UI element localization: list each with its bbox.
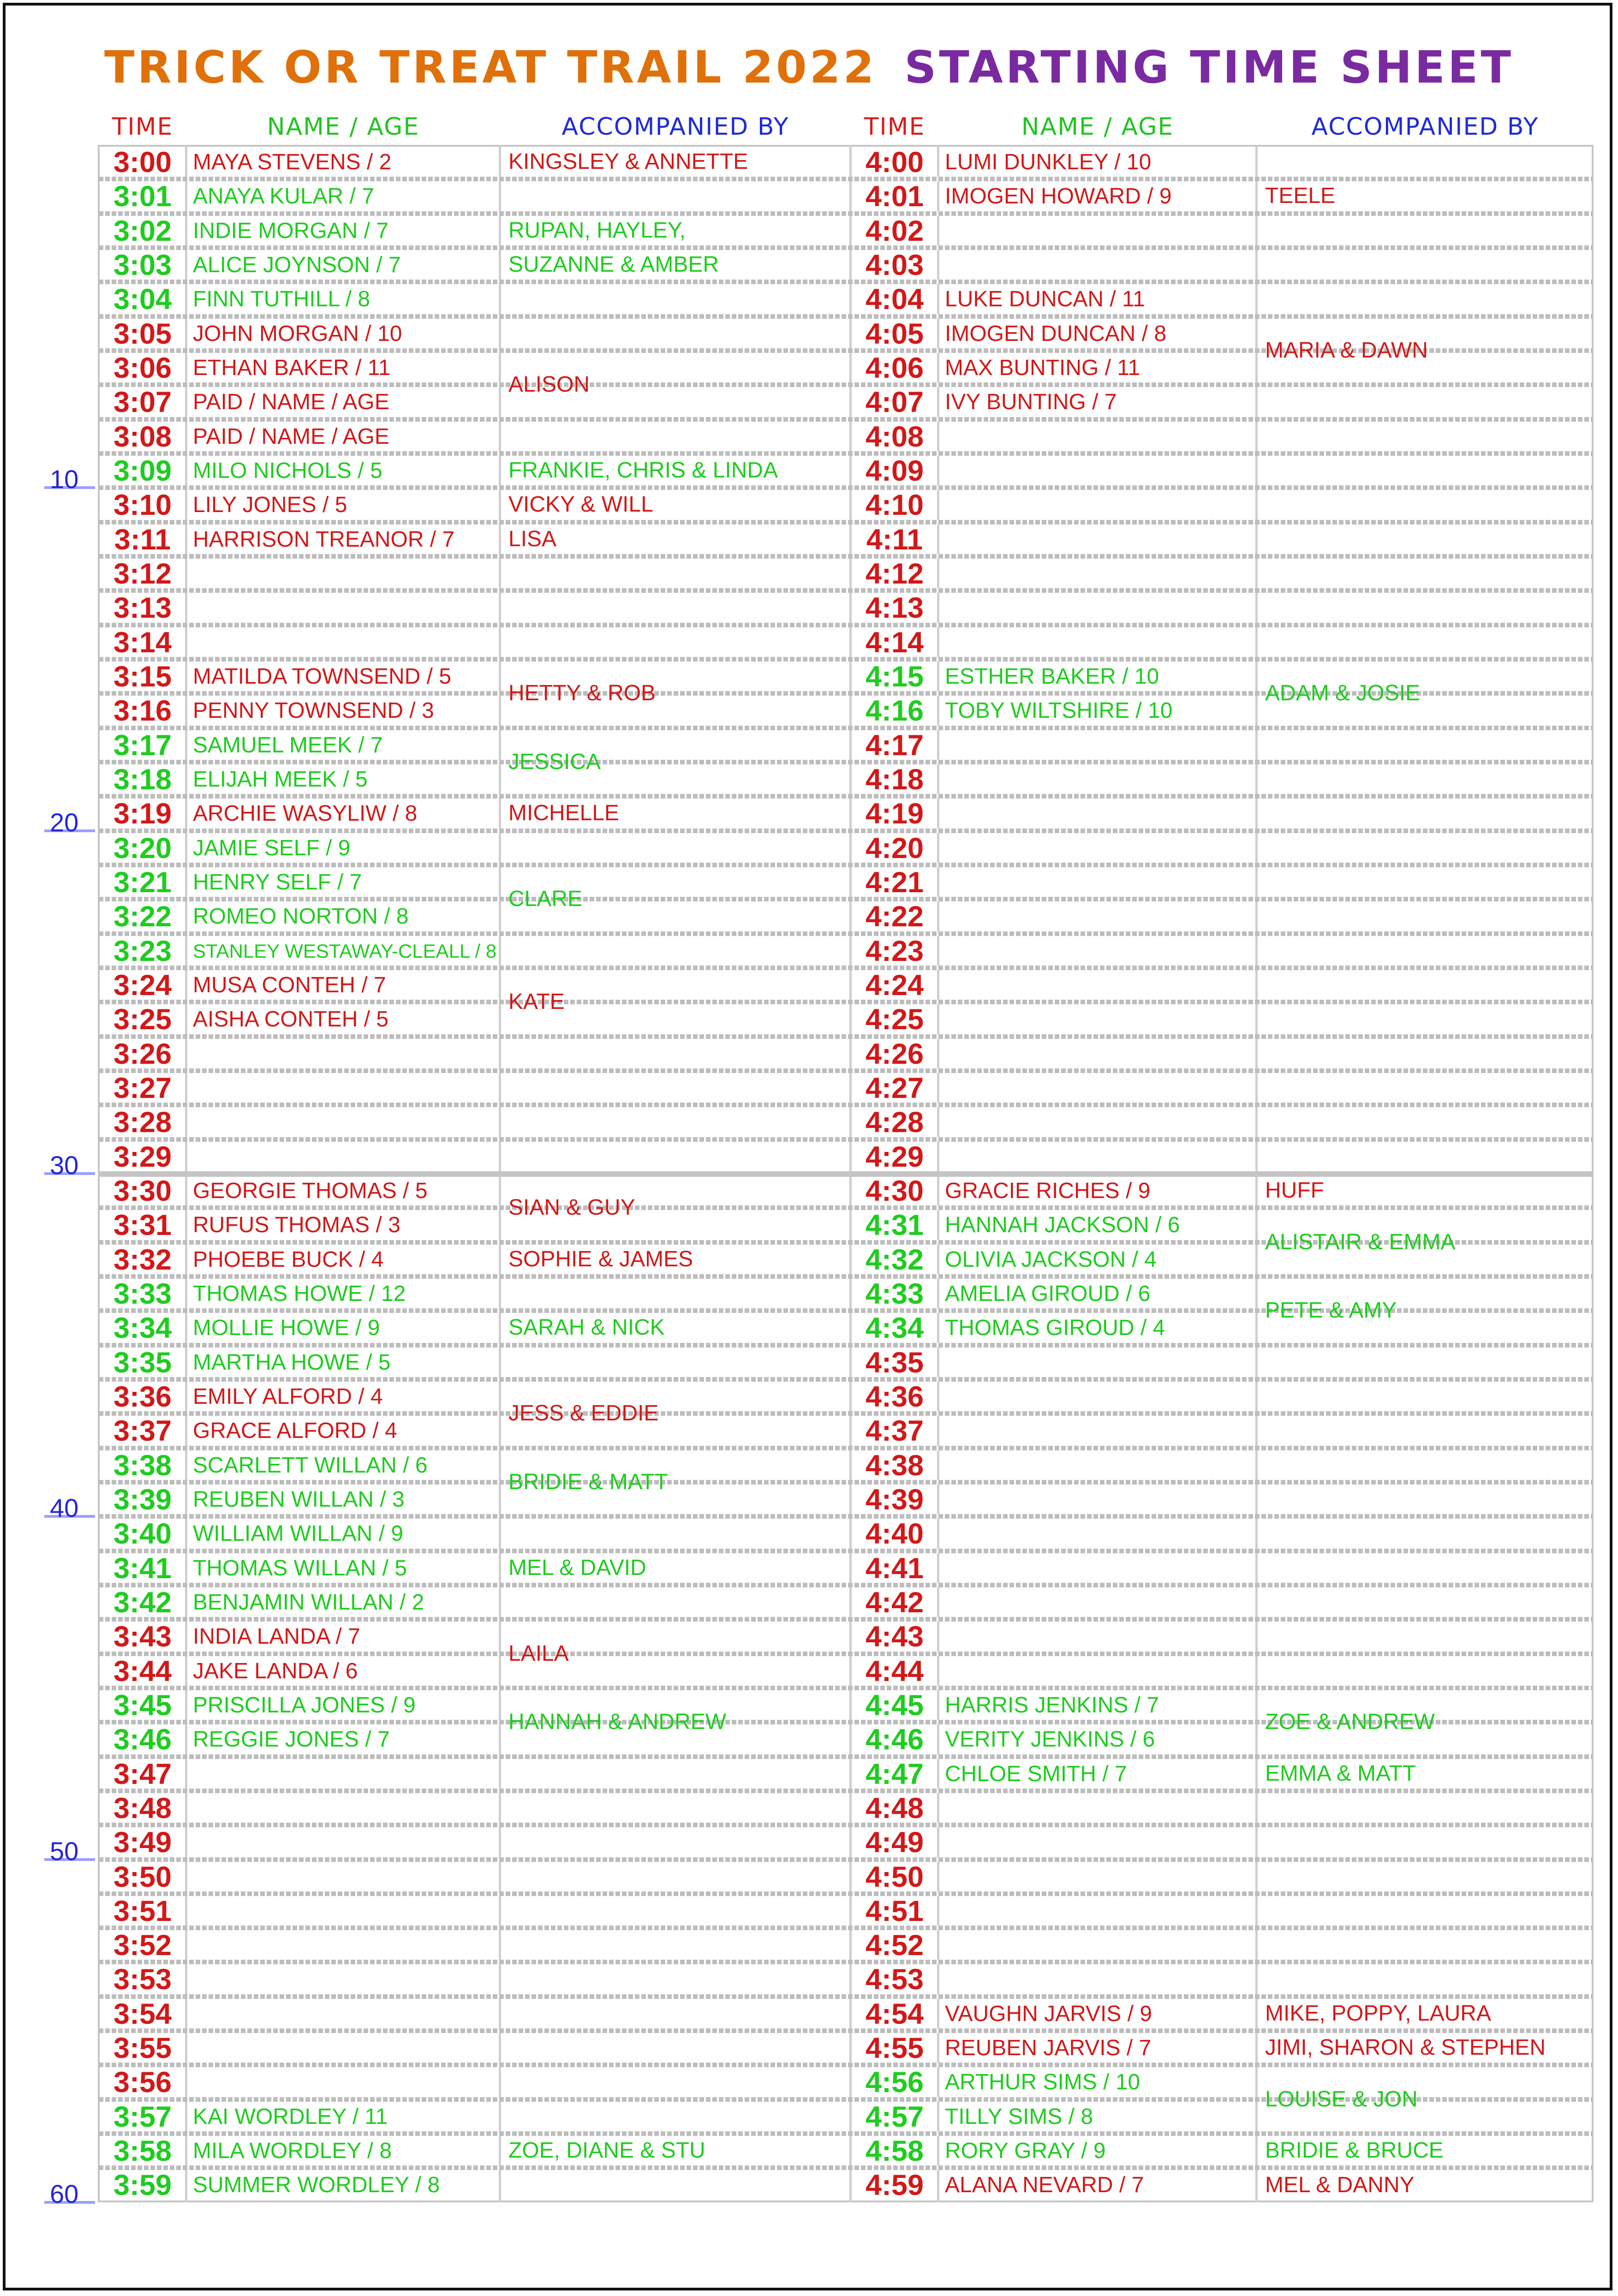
time-slot: 4:16 <box>865 695 924 728</box>
accompanied-by: BRIDIE & MATT <box>508 1469 668 1494</box>
participant-name: JAMIE SELF / 9 <box>193 835 351 860</box>
participant-name: THOMAS GIROUD / 4 <box>945 1316 1165 1341</box>
participant-name: STANLEY WESTAWAY-CLEALL / 8 <box>193 940 497 962</box>
time-slot: 4:28 <box>865 1106 924 1139</box>
time-slot: 3:52 <box>113 1929 172 1962</box>
participant-name: VAUGHN JARVIS / 9 <box>945 2001 1152 2026</box>
time-slot: 4:32 <box>865 1243 924 1276</box>
time-slot: 4:07 <box>865 386 924 419</box>
time-slot: 3:47 <box>113 1758 172 1790</box>
participant-name: THOMAS HOWE / 12 <box>193 1281 406 1306</box>
time-slot: 3:19 <box>113 798 172 830</box>
row-divider <box>99 623 1593 627</box>
time-slot: 4:27 <box>865 1072 924 1104</box>
participant-name: INDIE MORGAN / 7 <box>193 218 389 243</box>
time-slot: 4:37 <box>865 1415 924 1448</box>
margin-marker: 60 <box>50 2179 79 2208</box>
time-slot: 3:00 <box>113 146 172 179</box>
time-slot: 4:14 <box>865 626 924 659</box>
accompanied-by: ADAM & JOSIE <box>1265 681 1421 706</box>
time-slot: 4:30 <box>865 1175 924 1207</box>
time-slot: 4:03 <box>865 249 924 281</box>
time-slot: 3:58 <box>113 2135 172 2168</box>
time-slot: 4:05 <box>865 317 924 350</box>
participant-name: GRACE ALFORD / 4 <box>193 1419 397 1443</box>
accompanied-by: ZOE, DIANE & STU <box>508 2138 705 2163</box>
time-slot: 3:35 <box>113 1346 172 1379</box>
sheet-title <box>0 42 1618 101</box>
participant-name: SCARLETT WILLAN / 6 <box>193 1453 428 1478</box>
time-slot: 3:42 <box>113 1586 172 1619</box>
participant-name: OLIVIA JACKSON / 4 <box>945 1247 1157 1272</box>
time-slot: 3:24 <box>113 969 172 1002</box>
header-time-left: TIME <box>112 113 173 141</box>
time-slot: 4:31 <box>865 1209 924 1242</box>
time-slot: 3:14 <box>113 626 172 659</box>
accompanied-by: CLARE <box>508 887 583 912</box>
participant-name: HARRIS JENKINS / 7 <box>945 1693 1159 1718</box>
header-accompanied-left: ACCOMPANIED BY <box>561 113 789 141</box>
participant-name: HARRISON TREANOR / 7 <box>193 527 455 552</box>
time-slot: 3:21 <box>113 866 172 899</box>
time-slot: 3:04 <box>113 283 172 316</box>
time-slot: 4:34 <box>865 1312 924 1345</box>
time-slot: 4:49 <box>865 1826 924 1859</box>
participant-name: MOLLIE HOWE / 9 <box>193 1316 380 1341</box>
time-slot: 3:59 <box>113 2169 172 2202</box>
accompanied-by: MARIA & DAWN <box>1265 338 1428 363</box>
row-divider <box>99 1137 1593 1142</box>
accompanied-by: TEELE <box>1265 184 1336 209</box>
time-slot: 4:15 <box>865 660 924 693</box>
time-slot: 4:46 <box>865 1723 924 1756</box>
row-divider <box>99 1926 1593 1930</box>
time-slot: 4:59 <box>865 2169 924 2202</box>
time-slot: 3:11 <box>114 523 171 556</box>
time-slot: 3:22 <box>113 901 172 933</box>
time-slot: 4:26 <box>865 1038 924 1070</box>
time-slot: 3:39 <box>113 1483 172 1516</box>
accompanied-by: ZOE & ANDREW <box>1265 1710 1435 1735</box>
participant-name: PHOEBE BUCK / 4 <box>193 1247 384 1272</box>
participant-name: AMELIA GIROUD / 6 <box>945 1281 1151 1306</box>
participant-name: REUBEN WILLAN / 3 <box>193 1487 405 1512</box>
participant-name: REGGIE JONES / 7 <box>193 1727 390 1752</box>
header-name-right: NAME / AGE <box>1021 113 1174 141</box>
time-slot: 4:29 <box>865 1140 924 1173</box>
row-divider <box>99 1103 1593 1107</box>
margin-marker: 40 <box>50 1493 79 1523</box>
time-slot: 4:01 <box>865 180 924 213</box>
accompanied-by: HETTY & ROB <box>508 681 656 706</box>
margin-marker: 30 <box>50 1150 79 1180</box>
time-slot: 4:58 <box>865 2135 924 2168</box>
time-slot: 4:45 <box>865 1689 924 1722</box>
time-slot: 3:43 <box>113 1621 172 1653</box>
title-part-2: STARTING TIME SHEET <box>904 42 1514 93</box>
time-slot: 4:21 <box>865 866 924 899</box>
margin-marker: 50 <box>50 1836 79 1866</box>
accompanied-by: LOUISE & JON <box>1265 2087 1418 2111</box>
participant-name: ROMEO NORTON / 8 <box>193 904 409 929</box>
participant-name: WILLIAM WILLAN / 9 <box>193 1521 404 1546</box>
accompanied-by: BRIDIE & BRUCE <box>1265 2138 1444 2163</box>
time-slot: 3:51 <box>113 1895 172 1927</box>
time-slot: 4:11 <box>866 523 923 556</box>
time-slot: 4:19 <box>865 798 924 830</box>
time-slot: 3:55 <box>113 2032 172 2065</box>
participant-name: HENRY SELF / 7 <box>193 870 362 895</box>
title-part-1: TRICK OR TREAT TRAIL 2022 <box>104 42 877 93</box>
margin-marker: 10 <box>50 465 79 494</box>
time-slot: 4:06 <box>865 352 924 384</box>
time-slot: 3:32 <box>113 1243 172 1276</box>
participant-name: MILA WORDLEY / 8 <box>193 2139 392 2164</box>
participant-name: RORY GRAY / 9 <box>945 2139 1106 2164</box>
time-slot: 3:33 <box>113 1277 172 1310</box>
time-slot: 3:09 <box>113 454 172 487</box>
accompanied-by: LISA <box>508 526 557 551</box>
participant-name: MATILDA TOWNSEND / 5 <box>193 664 452 689</box>
time-slot: 4:12 <box>865 557 924 590</box>
participant-name: LUKE DUNCAN / 11 <box>945 287 1145 312</box>
time-slot: 4:43 <box>865 1621 924 1653</box>
accompanied-by: RUPAN, HAYLEY, <box>508 218 686 243</box>
participant-name: LUMI DUNKLEY / 10 <box>945 150 1152 174</box>
time-slot: 4:17 <box>865 729 924 762</box>
time-slot: 4:35 <box>865 1346 924 1379</box>
row-divider <box>99 1857 1593 1862</box>
participant-name: TILLY SIMS / 8 <box>945 2104 1093 2129</box>
accompanied-by: SOPHIE & JAMES <box>508 1246 693 1271</box>
time-slot: 3:30 <box>113 1175 172 1207</box>
time-slot: 4:52 <box>865 1929 924 1962</box>
time-slot: 3:38 <box>113 1449 172 1482</box>
time-slot: 3:48 <box>113 1792 172 1825</box>
time-slot: 4:18 <box>865 763 924 796</box>
participant-name: SUMMER WORDLEY / 8 <box>193 2173 440 2198</box>
time-slot: 3:06 <box>113 352 172 384</box>
time-slot: 4:00 <box>865 146 924 179</box>
accompanied-by: VICKY & WILL <box>508 492 653 517</box>
row-divider <box>99 1823 1593 1827</box>
participant-name: PRISCILLA JONES / 9 <box>193 1693 416 1718</box>
time-slot: 3:03 <box>113 249 172 281</box>
participant-name: MILO NICHOLS / 5 <box>193 458 382 483</box>
time-slot: 4:38 <box>865 1449 924 1482</box>
participant-name: ARCHIE WASYLIW / 8 <box>193 801 418 826</box>
time-slot: 4:42 <box>865 1586 924 1619</box>
time-slot: 3:53 <box>113 1963 172 1996</box>
time-slot: 3:28 <box>113 1106 172 1139</box>
header-accompanied-right: ACCOMPANIED BY <box>1311 113 1539 141</box>
accompanied-by: SUZANNE & AMBER <box>508 252 719 277</box>
time-slot: 4:20 <box>865 832 924 865</box>
time-slot: 3:57 <box>113 2100 172 2133</box>
time-slot: 3:41 <box>113 1552 172 1585</box>
time-slot: 4:41 <box>865 1552 924 1585</box>
time-slot: 3:44 <box>113 1655 172 1688</box>
time-slot: 4:53 <box>865 1963 924 1996</box>
time-slot: 4:33 <box>865 1277 924 1310</box>
accompanied-by: MICHELLE <box>508 801 620 826</box>
accompanied-by: SIAN & GUY <box>508 1195 635 1220</box>
header-time-right: TIME <box>864 113 925 141</box>
time-slot: 3:16 <box>113 695 172 728</box>
time-slot: 3:18 <box>113 763 172 796</box>
time-slot: 4:56 <box>865 2066 924 2099</box>
time-slot: 4:08 <box>865 420 924 453</box>
time-slot: 4:22 <box>865 901 924 933</box>
participant-name: HANNAH JACKSON / 6 <box>945 1213 1180 1238</box>
row-divider <box>99 588 1593 593</box>
participant-name: GEORGIE THOMAS / 5 <box>193 1178 428 1203</box>
participant-name: JAKE LANDA / 6 <box>193 1658 358 1683</box>
participant-name: VERITY JENKINS / 6 <box>945 1727 1155 1752</box>
time-slot: 4:24 <box>865 969 924 1002</box>
time-slot: 3:23 <box>113 935 172 967</box>
accompanied-by: KATE <box>508 990 565 1014</box>
time-slot: 3:40 <box>113 1518 172 1551</box>
row-divider <box>99 1960 1593 1964</box>
participant-name: ETHAN BAKER / 11 <box>193 355 391 380</box>
accompanied-by: HUFF <box>1265 1178 1324 1203</box>
time-slot: 4:25 <box>865 1003 924 1036</box>
time-slot: 3:17 <box>113 729 172 762</box>
accompanied-by: PETE & AMY <box>1265 1298 1397 1323</box>
time-slot: 4:09 <box>865 454 924 487</box>
participant-name: GRACIE RICHES / 9 <box>945 1178 1151 1203</box>
participant-name: AISHA CONTEH / 5 <box>193 1007 389 1032</box>
participant-name: THOMAS WILLAN / 5 <box>193 1556 407 1580</box>
participant-name: EMILY ALFORD / 4 <box>193 1384 383 1409</box>
accompanied-by: KINGSLEY & ANNETTE <box>508 149 748 174</box>
time-slot: 4:51 <box>865 1895 924 1927</box>
participant-name: FINN TUTHILL / 8 <box>193 287 370 312</box>
time-slot: 4:44 <box>865 1655 924 1688</box>
participant-name: KAI WORDLEY / 11 <box>193 2104 388 2129</box>
participant-name: PENNY TOWNSEND / 3 <box>193 698 434 723</box>
participant-name: ARTHUR SIMS / 10 <box>945 2070 1140 2095</box>
participant-name: ALICE JOYNSON / 7 <box>193 252 401 277</box>
time-slot: 3:02 <box>113 215 172 247</box>
participant-name: BENJAMIN WILLAN / 2 <box>193 1590 424 1615</box>
accompanied-by: MIKE, POPPY, LAURA <box>1265 2001 1491 2026</box>
participant-name: ANAYA KULAR / 7 <box>193 184 375 209</box>
participant-name: INDIA LANDA / 7 <box>193 1624 360 1649</box>
time-slot: 4:57 <box>865 2100 924 2133</box>
participant-name: IMOGEN HOWARD / 9 <box>945 184 1172 209</box>
participant-name: CHLOE SMITH / 7 <box>945 1761 1127 1786</box>
accompanied-by: MEL & DANNY <box>1265 2172 1415 2197</box>
time-slot: 4:47 <box>865 1758 924 1790</box>
time-slot: 4:13 <box>865 592 924 625</box>
participant-name: ELIJAH MEEK / 5 <box>193 767 368 792</box>
time-slot: 3:37 <box>113 1415 172 1448</box>
participant-name: MAX BUNTING / 11 <box>945 355 1140 380</box>
header-name-left: NAME / AGE <box>267 113 420 141</box>
accompanied-by: FRANKIE, CHRIS & LINDA <box>508 458 778 483</box>
participant-name: ESTHER BAKER / 10 <box>945 664 1159 689</box>
participant-name: PAID / NAME / AGE <box>193 424 389 449</box>
participant-name: PAID / NAME / AGE <box>193 390 389 415</box>
row-divider <box>99 1068 1593 1073</box>
accompanied-by: ALISON <box>508 372 590 397</box>
time-slot: 4:10 <box>865 489 924 522</box>
participant-name: MAYA STEVENS / 2 <box>193 150 392 174</box>
participant-name: JOHN MORGAN / 10 <box>193 321 402 346</box>
time-slot: 3:08 <box>113 420 172 453</box>
time-slot: 3:13 <box>113 592 172 625</box>
time-slot: 4:23 <box>865 935 924 967</box>
participant-name: IMOGEN DUNCAN / 8 <box>945 321 1167 346</box>
time-slot: 4:39 <box>865 1483 924 1516</box>
time-slot: 4:48 <box>865 1792 924 1825</box>
time-slot: 3:26 <box>113 1038 172 1070</box>
time-slot: 4:54 <box>865 1998 924 2030</box>
time-slot: 3:10 <box>113 489 172 522</box>
time-slot: 3:49 <box>113 1826 172 1859</box>
participant-name: REUBEN JARVIS / 7 <box>945 2036 1152 2061</box>
participant-name: SAMUEL MEEK / 7 <box>193 733 383 757</box>
time-slot: 3:56 <box>113 2066 172 2099</box>
time-slot: 3:54 <box>113 1998 172 2030</box>
accompanied-by: JESSICA <box>508 749 601 774</box>
time-slot: 3:31 <box>113 1209 172 1242</box>
time-slot: 3:29 <box>113 1140 172 1173</box>
time-slot: 3:50 <box>113 1861 172 1893</box>
accompanied-by: MEL & DAVID <box>508 1555 646 1580</box>
time-slot: 3:07 <box>113 386 172 419</box>
time-slot: 4:36 <box>865 1380 924 1413</box>
accompanied-by: JESS & EDDIE <box>508 1401 659 1426</box>
participant-name: IVY BUNTING / 7 <box>945 390 1117 415</box>
time-slot: 3:25 <box>113 1003 172 1036</box>
time-slot: 3:34 <box>113 1312 172 1345</box>
time-slot: 4:40 <box>865 1518 924 1551</box>
participant-name: RUFUS THOMAS / 3 <box>193 1213 400 1238</box>
participant-name: MUSA CONTEH / 7 <box>193 972 386 997</box>
accompanied-by: EMMA & MATT <box>1265 1761 1416 1786</box>
time-slot: 3:20 <box>113 832 172 865</box>
time-slot: 3:46 <box>113 1723 172 1756</box>
accompanied-by: LAILA <box>508 1641 569 1666</box>
participant-name: ALANA NEVARD / 7 <box>945 2173 1144 2198</box>
participant-name: TOBY WILTSHIRE / 10 <box>945 698 1173 723</box>
time-slot: 4:55 <box>865 2032 924 2065</box>
time-slot: 3:27 <box>113 1072 172 1104</box>
time-slot: 3:45 <box>113 1689 172 1722</box>
participant-name: MARTHA HOWE / 5 <box>193 1350 391 1375</box>
accompanied-by: JIMI, SHARON & STEPHEN <box>1265 2035 1546 2060</box>
accompanied-by: SARAH & NICK <box>508 1315 665 1340</box>
time-slot: 4:50 <box>865 1861 924 1893</box>
time-slot: 3:36 <box>113 1380 172 1413</box>
time-slot: 3:12 <box>113 557 172 590</box>
time-slot: 3:15 <box>113 660 172 693</box>
row-divider <box>99 1891 1593 1896</box>
time-slot: 3:05 <box>113 317 172 350</box>
participant-name: LILY JONES / 5 <box>193 493 347 518</box>
accompanied-by: ALISTAIR & EMMA <box>1265 1229 1456 1254</box>
accompanied-by: HANNAH & ANDREW <box>508 1710 727 1735</box>
time-slot: 4:02 <box>865 215 924 247</box>
time-slot: 3:01 <box>113 180 172 213</box>
time-slot: 4:04 <box>865 283 924 316</box>
margin-marker: 20 <box>50 807 79 837</box>
